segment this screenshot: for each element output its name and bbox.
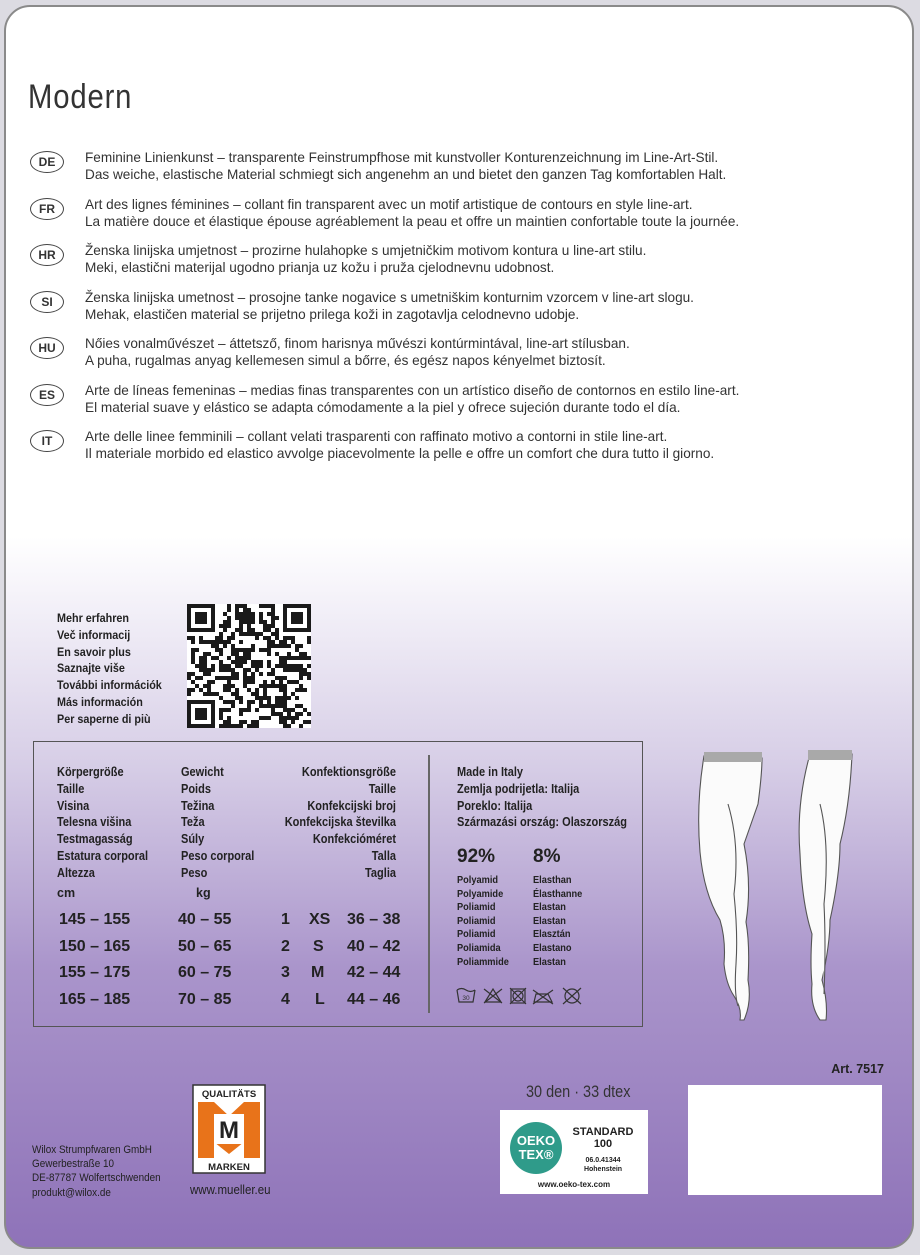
no-dry-clean-icon <box>563 988 581 1004</box>
address-line: Wilox Strumpfwaren GmbH <box>32 1144 152 1156</box>
quality-mark-logo-icon <box>192 1084 266 1174</box>
address-line: DE-87787 Wolfertschwenden <box>32 1172 161 1185</box>
size-number: 1 <box>281 911 290 928</box>
no-tumble-dry-icon <box>510 988 526 1004</box>
size-conf: 36 – 38 <box>347 911 401 928</box>
material-name: Poliammide <box>457 955 509 968</box>
more-info-label: Per saperne di più <box>57 711 151 726</box>
size-number: 2 <box>281 937 290 955</box>
manufacturer-address <box>32 1143 175 1200</box>
lang-block-it <box>28 426 888 473</box>
label-area <box>688 1085 882 1195</box>
oeko-word: OEKO <box>516 1133 556 1148</box>
weight-label: Súly <box>181 832 205 847</box>
origin-line: Származási ország: Olaszország <box>457 815 627 830</box>
size-label: Konfekcijska številka <box>284 815 396 830</box>
material-name: Elasthan <box>533 874 572 886</box>
oeko-tex-badge <box>500 1110 648 1194</box>
care-symbols <box>456 985 596 1007</box>
size-conf: 42 – 44 <box>347 964 401 981</box>
size-weight: 60 – 75 <box>178 964 232 981</box>
material-name: Elastano <box>533 941 572 954</box>
more-info-label: További információk <box>57 678 162 693</box>
wash-30-icon <box>457 989 475 1003</box>
size-weight: 70 – 85 <box>178 990 232 1008</box>
lang-line: Nőies vonalművészet – áttetsző, finom harisnya művészi kontúrmintával, line-art stílusban. <box>85 336 630 351</box>
material-name: Elastan <box>533 914 566 927</box>
unit-cm: cm <box>57 886 76 900</box>
lang-line: Das weiche, elastische Material schmiegt sich angenehm an und bietet den ganzen Tag komfortablen Halt. <box>85 167 727 182</box>
height-label: Taille <box>57 781 85 796</box>
weight-label: Peso corporal <box>181 848 255 863</box>
product-title: Modern <box>28 78 133 116</box>
standard-word: STANDARD <box>572 1126 634 1138</box>
lang-line: Il materiale morbido ed elastico avvolge piacevolmente la pelle e offre un comfort che dura tutto il giorno. <box>85 446 715 461</box>
oeko-url: www.oeko-tex.com <box>537 1180 611 1189</box>
lang-block-es <box>28 380 888 427</box>
pct-polyamide: 92% <box>457 846 496 867</box>
more-info-label: Mehr erfahren <box>57 611 130 625</box>
material-name: Poliamid <box>457 901 496 914</box>
lang-block-hr <box>28 240 888 287</box>
height-label: Visina <box>57 798 90 813</box>
size-label: Konfekcijski broj <box>307 798 396 813</box>
standard-number: 100 <box>593 1138 613 1150</box>
lang-line: El material suave y elástico se adapta cómodamente a la piel y ofrece sujeción durante todo el día. <box>85 399 681 415</box>
lang-badge: DE <box>30 151 64 173</box>
size-letter: M <box>311 964 325 981</box>
lang-badge: SI <box>30 291 64 313</box>
size-row <box>57 964 407 991</box>
size-rows <box>57 911 407 1017</box>
lang-line: Meki, elastični materijal ugodno prianja uz kožu i pruža cjelodnevnu udobnost. <box>85 260 555 275</box>
size-height: 155 – 175 <box>59 964 131 981</box>
size-height: 165 – 185 <box>59 990 131 1008</box>
size-letter: L <box>315 990 325 1008</box>
oeko-standard <box>570 1126 636 1150</box>
more-info-labels <box>57 610 173 728</box>
origin-lines <box>457 764 650 831</box>
material2-list <box>533 874 589 969</box>
lang-badge: HR <box>30 244 64 266</box>
lang-line: Ženska linijska umjetnost – prozirne hulahopke s umjetničkim motivom kontura u line-art stilu. <box>85 243 647 258</box>
origin-line: Made in Italy <box>457 765 524 779</box>
size-label: Konfekcióméret <box>312 832 396 847</box>
table-divider <box>428 755 430 1013</box>
size-conf: 40 – 42 <box>347 937 401 955</box>
lang-block-fr <box>28 194 888 241</box>
lang-line: Arte delle linee femminili – collant velati trasparenti con raffinato motivo a contorni in stile line-art. <box>85 429 668 444</box>
size-height: 150 – 165 <box>59 937 131 955</box>
more-info-label: Več informacij <box>57 627 131 642</box>
size-label: Taille <box>368 781 396 796</box>
lang-block-de <box>28 147 888 194</box>
lang-line: Mehak, elastičen material se prijetno prilega koži in zagotavlja celodnevno udobje. <box>85 306 580 322</box>
height-label: Telesna višina <box>57 815 132 830</box>
size-label: Taglia <box>365 865 396 880</box>
more-info-label: Más información <box>57 694 143 709</box>
material-name: Elastan <box>533 955 566 968</box>
material-name: Elastan <box>533 901 566 914</box>
unit-kg: kg <box>196 886 211 900</box>
material-name: Poliamida <box>457 941 501 954</box>
size-number: 3 <box>281 964 290 981</box>
size-letter: S <box>313 937 324 955</box>
pct-elastane: 8% <box>533 846 561 867</box>
size-height: 145 – 155 <box>59 911 131 928</box>
lang-line: Arte de líneas femeninas – medias finas transparentes con un artístico diseño de contornos en estilo line-art. <box>85 382 740 398</box>
svg-text:MARKEN: MARKEN <box>208 1162 250 1173</box>
origin-line: Poreklo: Italija <box>457 798 533 813</box>
lang-badge: ES <box>30 384 64 406</box>
lang-badge: IT <box>30 430 64 452</box>
height-label: Körpergröße <box>57 765 124 779</box>
no-iron-icon <box>533 990 553 1004</box>
lang-line: La matière douce et élastique épouse agréablement la peau et offre un maintien confortable toute la journée. <box>85 213 740 229</box>
material-name: Polyamide <box>457 887 504 900</box>
more-info-label: En savoir plus <box>57 644 131 659</box>
size-conf: 44 – 46 <box>347 990 401 1008</box>
size-letter: XS <box>309 911 331 928</box>
more-info-label: Saznajte više <box>57 661 125 676</box>
lang-line: Feminine Linienkunst – transparente Feinstrumpfhose mit kunstvoller Konturenzeichnung im Line-Art-Stil. <box>85 150 719 165</box>
size-row <box>57 991 407 1018</box>
cert-number: 06.0.41344 <box>585 1157 621 1164</box>
no-bleach-icon <box>484 989 502 1003</box>
height-labels <box>57 764 161 882</box>
material-name: Élasthanne <box>533 887 583 900</box>
weight-label: Poids <box>181 781 211 796</box>
mueller-url[interactable]: www.mueller.eu <box>190 1183 271 1197</box>
size-label: Talla <box>371 848 396 863</box>
material-name: Poliamid <box>457 914 496 927</box>
qr-code-icon[interactable] <box>187 604 311 728</box>
den-info: 30 den · 33 dtex <box>526 1082 631 1101</box>
language-descriptions <box>28 147 888 473</box>
lang-line: Art des lignes féminines – collant fin transparent avec un motif artistique de contours en style line-art. <box>85 196 693 212</box>
tights-illustration-icon <box>680 744 880 1034</box>
lang-block-si <box>28 287 888 334</box>
oeko-cert <box>570 1156 636 1174</box>
material1-list <box>457 874 516 969</box>
size-labels <box>246 764 396 882</box>
size-row <box>57 911 407 938</box>
lang-line: A puha, rugalmas anyag kellemesen simul a bőrre, és egész napos kényelmet biztosít. <box>85 353 606 368</box>
svg-text:QUALITÄTS: QUALITÄTS <box>201 1089 257 1100</box>
size-label: Konfektionsgröße <box>301 765 396 779</box>
cert-place: Hohenstein <box>583 1166 623 1173</box>
material-name: Poliamid <box>457 928 496 941</box>
weight-label: Teža <box>181 815 205 830</box>
article-number: Art. 7517 <box>831 1062 884 1076</box>
material-name: Elasztán <box>533 928 571 941</box>
lang-line: Ženska linijska umetnost – prosojne tanke nogavice s umetniškim konturnim vzorcem v line-art slogu. <box>85 289 694 305</box>
oeko-tex-logo-icon <box>510 1122 562 1174</box>
tex-word: TEX® <box>518 1147 554 1162</box>
weight-label: Peso <box>181 865 208 880</box>
lang-badge: HU <box>30 337 64 359</box>
size-weight: 40 – 55 <box>178 911 232 928</box>
size-number: 4 <box>281 990 290 1008</box>
height-label: Testmagasság <box>57 832 133 847</box>
address-line[interactable]: produkt@wilox.de <box>32 1186 111 1199</box>
height-label: Altezza <box>57 865 95 880</box>
size-weight: 50 – 65 <box>178 937 232 955</box>
svg-text:M: M <box>219 1117 239 1144</box>
origin-line: Zemlja podrijetla: Italija <box>457 781 580 796</box>
material-name: Polyamid <box>457 874 499 886</box>
svg-text:30: 30 <box>462 995 470 1002</box>
lang-badge: FR <box>30 198 64 220</box>
weight-label: Gewicht <box>181 765 224 779</box>
address-line: Gewerbestraße 10 <box>32 1158 114 1171</box>
lang-block-hu <box>28 333 888 380</box>
size-row <box>57 938 407 965</box>
weight-label: Težina <box>181 798 215 813</box>
height-label: Estatura corporal <box>57 848 149 863</box>
